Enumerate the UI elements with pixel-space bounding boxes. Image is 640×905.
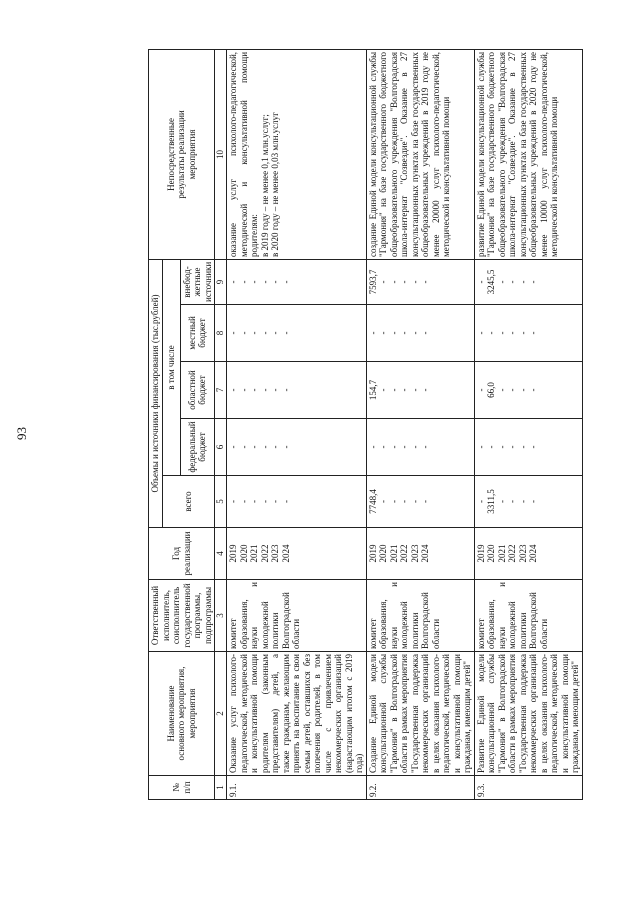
row-federal: - - - - - - (474, 419, 582, 476)
row-result: развитие Единой модели консультационной службы "Гармония" на базе государственного бюджетного общеобразовательного учреждения "Волгоградская школа-интернат "Созвездие". Оказание в 27 консультационных пунктах на базе государственных общеобразовательных учреждений в 2020 году не менее 10000 услуг психолого-педагогической, методической и консультативной помощи (474, 49, 582, 259)
col-number: 5 (215, 476, 227, 528)
row-name: Развитие Единой модели консультационной службы "Гармония" в Волгоградской области в рамках мероприятия "Государственная поддержка некоммерческих организаций в целях оказания психолого-педагогической, методической и консультативной помощи гражданам, имеющим детей" (474, 652, 582, 776)
row-num: 9.2. (366, 776, 474, 800)
row-local: - - - - - - (366, 305, 474, 362)
col-number: 6 (215, 419, 227, 476)
col-number: 3 (215, 580, 227, 652)
row-extra: - 3245,5 - - - - (474, 259, 582, 304)
col-number: 1 (215, 776, 227, 800)
row-regional: - 66,0 - - - - (474, 362, 582, 419)
header-total: всего (162, 476, 215, 528)
header-results: Непосредственные результаты реализации мероприятия (149, 49, 215, 259)
row-num: 9.1. (227, 776, 367, 800)
row-name: Создание Единой модели консультационной службы "Гармония" в Волгоградской области в рамках мероприятия "Государственная поддержка некоммерческих организаций в целях оказания психолого-педагогической, методической и консультативной помощи гражданам, имеющим детей" (366, 652, 474, 776)
program-activities-table (148, 49, 583, 800)
row-total: 7748,4 - - - - - (366, 476, 474, 528)
row-years: 2019 2020 2021 2022 2023 2024 (227, 528, 367, 580)
row-executor: комитет образования, науки и молодежной политики Волгоградской области (227, 580, 367, 652)
header-local: местный бюджет (180, 305, 215, 362)
col-number: 10 (215, 49, 227, 259)
col-number: 8 (215, 305, 227, 362)
col-number: 7 (215, 362, 227, 419)
col-number: 9 (215, 259, 227, 304)
table-row (474, 49, 582, 799)
row-num: 9.3. (474, 776, 582, 800)
row-federal: - - - - - - (227, 419, 367, 476)
row-years: 2019 2020 2021 2022 2023 2024 (366, 528, 474, 580)
header-year: Год реализации (149, 528, 215, 580)
rotated-table-page (148, 50, 603, 800)
row-federal: - - - - - - (366, 419, 474, 476)
col-number: 4 (215, 528, 227, 580)
header-incl: в том числе (162, 259, 180, 475)
table-row (366, 49, 474, 799)
header-regional: областной бюджет (180, 362, 215, 419)
row-total: - 3311,5 - - - - (474, 476, 582, 528)
row-years: 2019 2020 2021 2022 2023 2024 (474, 528, 582, 580)
row-result: создание Единой модели консультационной службы "Гармония" на базе государственного бюджетного общеобразовательного учреждения "Волгоградская школа-интернат "Созвездие". Оказание в 27 консультационных пунктах на базе государственных общеобразовательных учреждений в 2019 году не менее 20000 услуг психолого-педагогической, методической и консультативной помощи (366, 49, 474, 259)
col-number: 2 (215, 652, 227, 776)
header-num: № п/п (149, 776, 215, 800)
row-total: - - - - - - (227, 476, 367, 528)
row-local: - - - - - - (227, 305, 367, 362)
header-funding: Объемы и источники финансирования (тыс.рублей) (149, 259, 163, 527)
row-result: оказание услуг психолого-педагогической, методической и консультативной помощи родителям: в 2019 году – не менее 0,1 млн.услуг; в 2020 году – не менее 0,03 млн.услуг (227, 49, 367, 259)
row-extra: 7593,7 - - - - - (366, 259, 474, 304)
header-federal: федеральный бюджет (180, 419, 215, 476)
row-extra: - - - - - - (227, 259, 367, 304)
page-number: 93 (14, 427, 29, 440)
row-executor: комитет образования, науки и молодежной политики Волгоградской области (366, 580, 474, 652)
header-extra: внебюд- жетные источники (180, 259, 215, 304)
row-regional: - - - - - - (227, 362, 367, 419)
row-regional: 154,7 - - - - - (366, 362, 474, 419)
row-executor: комитет образования, науки и молодежной политики Волгоградской области (474, 580, 582, 652)
table-row (227, 49, 367, 799)
row-local: - - - - - - (474, 305, 582, 362)
row-name: Оказание услуг психолого-педагогической, методической и консультативной помощи родителям (законным представителям) детей, а также гражданам, желающим принять на воспитание в свои семьи детей, оставшихся без попечения родителей, в том числе с привлечением некоммерческих организаций (нарастающим итогом с 2019 года) (227, 652, 367, 776)
header-name: Наименование основного мероприятия, мероприятия (149, 652, 215, 776)
header-executor: Ответственный исполнитель, соисполнитель государственной программы, подпрограммы (149, 580, 215, 652)
